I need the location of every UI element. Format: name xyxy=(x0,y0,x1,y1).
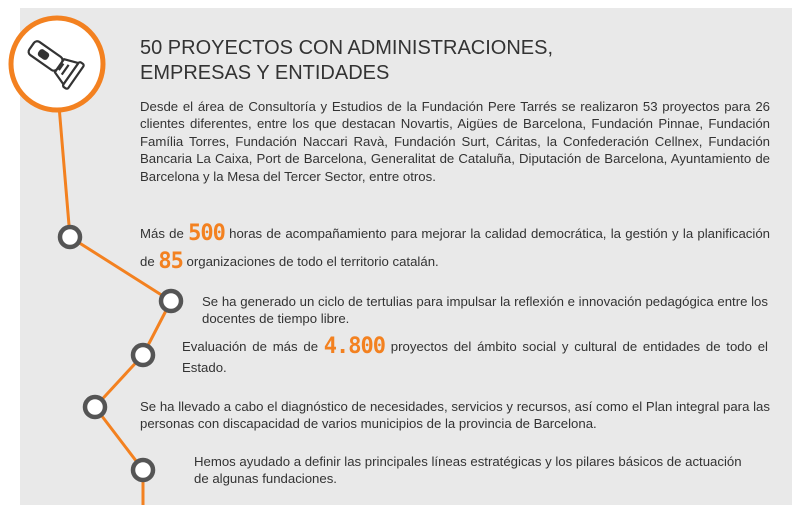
timeline-node-4 xyxy=(85,397,105,417)
timeline-node-3 xyxy=(133,345,153,365)
timeline-node-5 xyxy=(133,460,153,480)
paragraph-support-hours xyxy=(140,220,770,276)
paragraph-diagnosis: Se ha llevado a cabo el diagnóstico de necesidades, servicios y recursos, así como el Plan integral para las personas con discapacidad de varios municipios de la provincia de Barcelona. xyxy=(140,399,770,432)
highlight-number-organizations: 85 xyxy=(158,249,183,274)
highlight-number-projects: 4.800 xyxy=(323,334,386,359)
paragraph-strategy: Hemos ayudado a definir las principales líneas estratégicas y los pilares básicos de actuación de algunas fundaciones. xyxy=(194,454,742,487)
flashlight-icon xyxy=(11,18,103,110)
text-segment: organizaciones de todo el territorio catalán. xyxy=(182,254,439,269)
paragraph-consultancy: Desde el área de Consultoría y Estudios de la Fundación Pere Tarrés se realizaron 53 proyectos para 26 clientes diferentes, entre los que destacan Novartis, Aigües de Barcelona, Fundación Pinnae, Fundación Família Torres, Fundación Naccari Ravà, Fundación Surt, Cáritas, la Confederación Cellnex, Fundación Bancaria La Caixa, Port de Barcelona, Generalitat de Cataluña, Diputación de Barcelona, Ayuntamiento de Barcelona y la Mesa del Tercer Sector, entre otros. xyxy=(140,99,770,184)
timeline-node-2 xyxy=(161,291,181,311)
page-title: 50 PROYECTOS CON ADMINISTRACIONES, EMPRESAS Y ENTIDADES xyxy=(140,37,554,84)
text-segment: Evaluación de más de xyxy=(182,339,324,354)
text-segment: horas de acompañamiento para mejorar la calidad democrática, la gestión y la planificación de xyxy=(140,226,770,269)
paragraph-tertulias: Se ha generado un ciclo de tertulias para impulsar la reflexión e innovación pedagógica entre los docentes de tiempo libre. xyxy=(202,294,768,327)
text-segment: Más de xyxy=(140,226,189,241)
highlight-number-hours: 500 xyxy=(188,221,225,246)
text-segment: proyectos del ámbito social y cultural de entidades de todo el Estado. xyxy=(182,339,768,375)
timeline-node-1 xyxy=(60,227,80,247)
paragraph-evaluation xyxy=(182,336,768,378)
